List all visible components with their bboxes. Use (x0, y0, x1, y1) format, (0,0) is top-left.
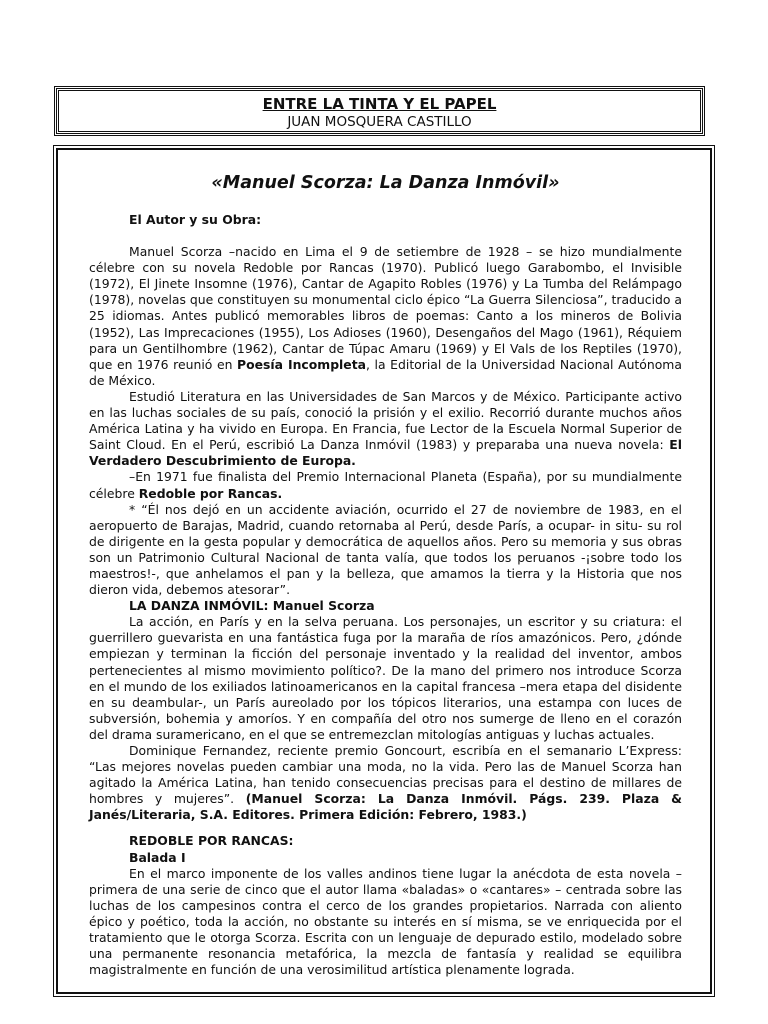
header-box (56, 88, 703, 134)
paragraph: –En 1971 fue finalista del Premio Internacional Planeta (España), por su mundialmente célebre Redoble por Rancas. (89, 469, 682, 501)
article-content (89, 150, 682, 978)
paragraph: * “Él nos dejó en un accidente aviación, ocurrido el 27 de noviembre de 1983, en el aeropuerto de Barajas, Madrid, cuando retornaba al Perú, desde París, a ocupar- in situ- su rol de dirigente en la gesta popular y democrática de aquellos años. Pero su memoria y sus obras son un Patrimonio Cultural Nacional de tanta valía, que todos los peruanos -¡sobre todo los maestros!-, que anhelamos el pan y la belleza, que amamos la tierra y la Historia que nos dieron vida, debemos atesorar”. (89, 501, 682, 598)
section-subheading-balada: Balada I (129, 849, 186, 865)
paragraph: En el marco imponente de los valles andinos tiene lugar la anécdota de esta novela –primera de una serie de cinco que el autor llama «baladas» o «cantares» – centrada sobre las luchas de los campesinos contra el cerco de los grandes propietarios. Narrada con aliento épico y poético, toda la acción, no obstante su interés en sí misma, se ve enriquecida por el tratamiento que le otorga Scorza. Escrita con un lenguaje de depurado estilo, modelado sobre una permanente resonancia metafórica, la mezcla de fantasía y realidad se equilibra magistralmente en función de una verosimilitud artística plenamente lograda. (89, 865, 682, 978)
article-title: «Manuel Scorza: La Danza Inmóvil» (211, 173, 560, 193)
column-title: ENTRE LA TINTA Y EL PAPEL (262, 95, 497, 113)
paragraph: Dominique Fernandez, reciente premio Goncourt, escribía en el semanario L’Express: “Las mejores novelas pueden cambiar una moda, no la vida. Pero las de Manuel Scorza han agitado la América Latina, han tenido consecuencias precisas para el destino de millares de hombres y mujeres”. (Manuel Scorza: La Danza Inmóvil. Págs. 239. Plaza & Janés/Literaria, S.A. Editores. Primera Edición: Febrero, 1983.) (89, 743, 682, 823)
column-author: JUAN MOSQUERA CASTILLO (287, 114, 472, 130)
paragraph: La acción, en París y en la selva peruana. Los personajes, un escritor y su criatura: el guerrillero guevarista en una fantástica fuga por la maraña de ríos amazónicos. Pero, ¿dónde empiezan y terminan la ficción del personaje inventado y la realidad del inventor, ambos pertenecientes al mismo movimiento político?. De la mano del primero nos introduce Scorza en el mundo de los exiliados latinoamericanos en la capital francesa –mera etapa del disidente en su deambular-, un París aureolado por los tópicos literarios, una estampa con luces de subversión, bohemia y amoríos. Y en compañía del otro nos sumerge de lleno en el corazón del drama suramericano, en el que se entremezclan mitologías antiguas y luchas actuales. (89, 614, 682, 742)
article-box (56, 148, 712, 994)
section-heading-danza: LA DANZA INMÓVIL: Manuel Scorza (129, 598, 375, 614)
section-heading-autor: El Autor y su Obra: (129, 212, 262, 227)
section-heading-redoble: REDOBLE POR RANCAS: (129, 833, 294, 849)
paragraph: Estudió Literatura en las Universidades de San Marcos y de México. Participante activo en las luchas sociales de su país, conoció la prisión y el exilio. Recorrió durante muchos años América Latina y ha vivido en Europa. En Francia, fue Lector de la Escuela Normal Superior de Saint Cloud. En el Perú, escribió La Danza Inmóvil (1983) y preparaba una nueva novela: El Verdadero Descubrimiento de Europa. (89, 388, 682, 469)
paragraph: Manuel Scorza –nacido en Lima el 9 de setiembre de 1928 – se hizo mundialmente célebre con su novela Redoble por Rancas (1970). Publicó luego Garabombo, el Invisible (1972), El Jinete Insomne (1976), Cantar de Agapito Robles (1976) y La Tumba del Relámpago (1978), novelas que constituyen su monumental ciclo épico “La Guerra Silenciosa”, traducido a 25 idiomas. Antes publicó memorables libros de poemas: Canto a los mineros de Bolivia (1952), Las Imprecaciones (1955), Los Adioses (1960), Desengaños del Mago (1961), Réquiem para un Gentilhombre (1962), Cantar de Túpac Amaru (1969) y El Vals de los Reptiles (1970), que en 1976 reunió en Poesía Incompleta, la Editorial de la Universidad Nacional Autónoma de México. (89, 244, 682, 388)
